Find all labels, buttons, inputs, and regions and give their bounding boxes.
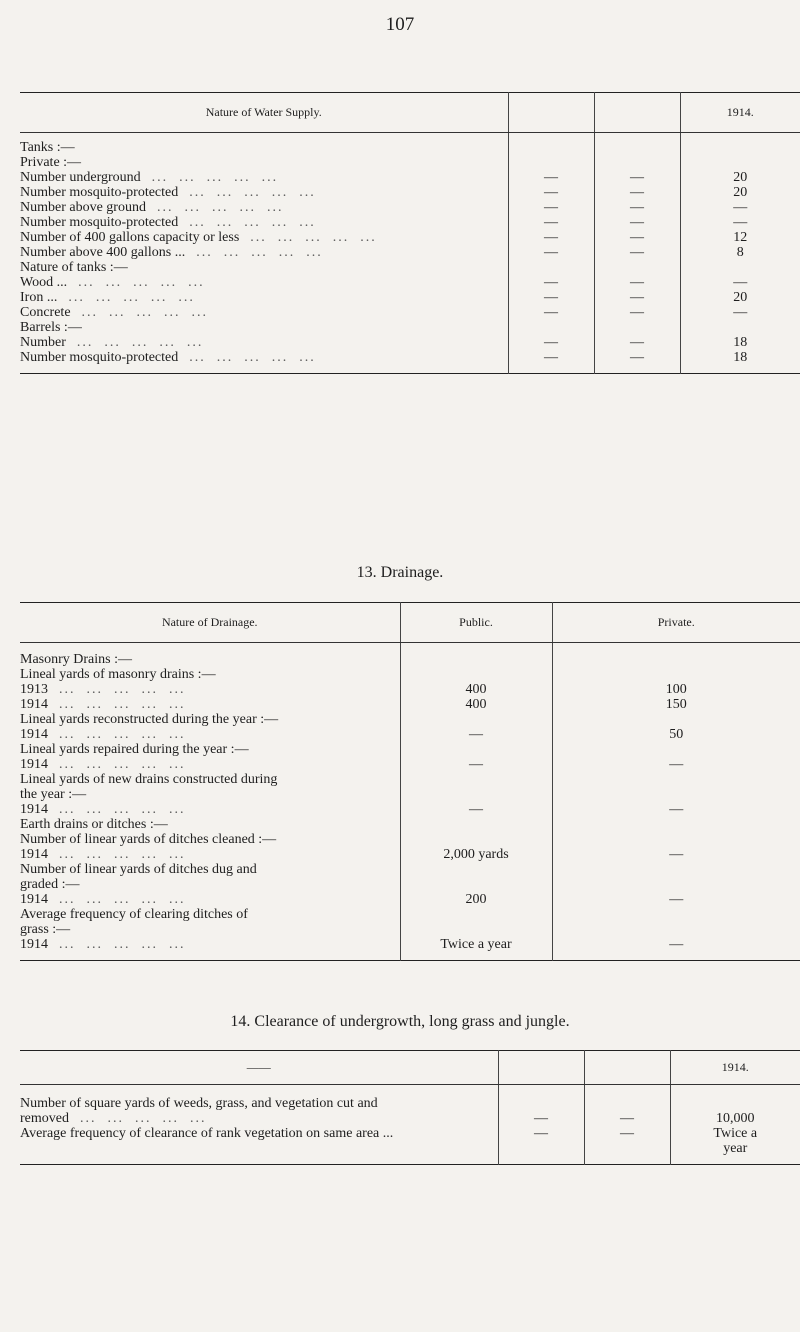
row-label-text: the year :— <box>20 787 87 802</box>
table-row <box>20 698 800 713</box>
value-cell-pri <box>552 923 800 938</box>
leader-dots: ... ... ... ... ... <box>48 802 186 817</box>
spacer-row <box>20 643 800 653</box>
water-supply-header: Nature of Water Supply. <box>20 93 508 133</box>
value-cell-v1: — <box>508 306 594 321</box>
value-cell-v3: — <box>680 201 800 216</box>
value-cell-v3: 18 <box>680 336 800 351</box>
row-label-text: Nature of tanks :— <box>20 260 128 275</box>
table-row <box>20 261 800 276</box>
drainage-header-nature: Nature of Drainage. <box>20 603 400 643</box>
table-row <box>20 276 800 291</box>
row-label-text: grass :— <box>20 922 71 937</box>
drainage-title: 13. Drainage. <box>356 564 444 581</box>
value-cell-pub <box>400 773 552 788</box>
row-label <box>20 758 400 773</box>
table-row <box>20 908 800 923</box>
value-cell-v2 <box>584 1142 670 1157</box>
leader-dots: ... ... ... ... ... <box>178 185 316 200</box>
table-row <box>20 683 800 698</box>
value-cell-pub: 400 <box>400 683 552 698</box>
row-label <box>20 216 508 231</box>
water-col-blank-2 <box>594 93 680 133</box>
row-label-text: Lineal yards reconstructed during the year :— <box>20 712 279 727</box>
value-cell-v2: — <box>594 246 680 261</box>
table-row <box>20 773 800 788</box>
value-cell-v3 <box>670 1097 800 1112</box>
drainage-table <box>20 602 800 961</box>
table-row <box>20 758 800 773</box>
row-label <box>20 848 400 863</box>
leader-dots: ... ... ... ... ... <box>185 245 323 260</box>
row-label-text: Number of linear yards of ditches dug and <box>20 862 257 877</box>
row-label <box>20 923 400 938</box>
value-cell-v3 <box>680 261 800 276</box>
table-row <box>20 171 800 186</box>
row-label <box>20 306 508 321</box>
row-label <box>20 1127 498 1142</box>
value-cell-v3: 20 <box>680 171 800 186</box>
value-cell-v1: — <box>508 216 594 231</box>
value-cell-v3: 18 <box>680 351 800 366</box>
row-label <box>20 698 400 713</box>
clearance-title: 14. Clearance of undergrowth, long grass and jungle. <box>230 1013 570 1030</box>
row-label <box>20 321 508 336</box>
value-cell-pri: — <box>552 938 800 953</box>
value-cell-pri <box>552 743 800 758</box>
value-cell-pri: — <box>552 893 800 908</box>
value-cell-v2 <box>594 261 680 276</box>
leader-dots: ... ... ... ... ... <box>48 757 186 772</box>
table-row <box>20 833 800 848</box>
table-row <box>20 788 800 803</box>
value-cell-pri <box>552 908 800 923</box>
row-label <box>20 1142 498 1157</box>
row-label-text: Number mosquito-protected <box>20 215 179 230</box>
row-label <box>20 818 400 833</box>
value-cell-pri: 150 <box>552 698 800 713</box>
value-cell-v1: — <box>508 231 594 246</box>
table-row <box>20 878 800 893</box>
value-cell-v3 <box>680 156 800 171</box>
row-label-text: Lineal yards repaired during the year :— <box>20 742 249 757</box>
value-cell-v1: — <box>508 351 594 366</box>
value-cell-v3: 8 <box>680 246 800 261</box>
value-cell-v1 <box>508 261 594 276</box>
spacer-row <box>20 1085 800 1097</box>
row-label <box>20 201 508 216</box>
row-label <box>20 713 400 728</box>
row-label <box>20 743 400 758</box>
value-cell-v1: — <box>508 246 594 261</box>
leader-dots: ... ... ... ... ... <box>178 350 316 365</box>
table-row <box>20 848 800 863</box>
value-cell-pri: 100 <box>552 683 800 698</box>
value-cell-pub: — <box>400 803 552 818</box>
table-row <box>20 201 800 216</box>
value-cell-v3 <box>680 141 800 156</box>
spacer-row <box>20 366 800 374</box>
value-cell-v1 <box>498 1097 584 1112</box>
row-label-text: Number of 400 gallons capacity or less <box>20 230 240 245</box>
water-supply-table <box>20 92 800 374</box>
row-label <box>20 668 400 683</box>
row-label <box>20 908 400 923</box>
row-label <box>20 156 508 171</box>
row-label-text: Average frequency of clearance of rank vegetation on same area ... <box>20 1126 394 1141</box>
leader-dots: ... ... ... ... ... <box>140 170 279 185</box>
value-cell-pri <box>552 653 800 668</box>
row-label-text: 1914 <box>20 892 48 907</box>
leader-dots: ... ... ... ... ... <box>178 215 316 230</box>
table-row <box>20 803 800 818</box>
row-label-text: Number of linear yards of ditches cleaned :— <box>20 832 277 847</box>
value-cell-v2: — <box>594 216 680 231</box>
drainage-header-private: Private. <box>552 603 800 643</box>
value-cell-pub <box>400 788 552 803</box>
value-cell-v3: 12 <box>680 231 800 246</box>
row-label-text: Iron ... <box>20 290 58 305</box>
row-label-text: Tanks :— <box>20 140 75 155</box>
value-cell-v2: — <box>594 231 680 246</box>
leader-dots: ... ... ... ... ... <box>70 305 209 320</box>
row-label <box>20 1112 498 1127</box>
row-label-text: Masonry Drains :— <box>20 652 132 667</box>
table-row <box>20 336 800 351</box>
leader-dots: ... ... ... ... ... <box>48 727 186 742</box>
row-label-text: graded :— <box>20 877 80 892</box>
value-cell-pri: 50 <box>552 728 800 743</box>
value-cell-v1: — <box>508 171 594 186</box>
table-row <box>20 938 800 953</box>
table-row <box>20 653 800 668</box>
value-cell-pri <box>552 833 800 848</box>
row-label-text: 1914 <box>20 937 48 952</box>
table-row <box>20 141 800 156</box>
row-label <box>20 728 400 743</box>
value-cell-v2: — <box>594 351 680 366</box>
table-row <box>20 893 800 908</box>
value-cell-pri: — <box>552 758 800 773</box>
row-label-text: Wood ... <box>20 275 68 290</box>
value-cell-pub <box>400 818 552 833</box>
table-row <box>20 863 800 878</box>
value-cell-pri <box>552 878 800 893</box>
leader-dots: ... ... ... ... ... <box>239 230 377 245</box>
leader-dots: ... ... ... ... ... <box>48 937 186 952</box>
table-row <box>20 321 800 336</box>
clearance-col-blank-1 <box>498 1051 584 1085</box>
leader-dots: ... ... ... ... ... <box>67 275 205 290</box>
value-cell-pub <box>400 833 552 848</box>
table-row <box>20 818 800 833</box>
page-number: 107 <box>385 14 415 35</box>
leader-dots: ... ... ... ... ... <box>48 697 186 712</box>
leader-dots: ... ... ... ... ... <box>48 892 186 907</box>
row-label-text: Concrete <box>20 305 71 320</box>
row-label-text: Number above 400 gallons ... <box>20 245 186 260</box>
value-cell-pri <box>552 818 800 833</box>
value-cell-pub <box>400 863 552 878</box>
table-row <box>20 1142 800 1157</box>
table-row <box>20 231 800 246</box>
row-label <box>20 773 400 788</box>
row-label <box>20 833 400 848</box>
value-cell-v2: — <box>594 276 680 291</box>
leader-dots: ... ... ... ... ... <box>48 847 186 862</box>
row-label-text: Number above ground <box>20 200 146 215</box>
value-cell-v3: — <box>680 306 800 321</box>
value-cell-pri <box>552 773 800 788</box>
table-row <box>20 186 800 201</box>
value-cell-v3: 20 <box>680 186 800 201</box>
row-label <box>20 683 400 698</box>
row-label <box>20 171 508 186</box>
value-cell-v1 <box>508 156 594 171</box>
value-cell-v3: Twice a <box>670 1127 800 1142</box>
value-cell-pub: — <box>400 728 552 743</box>
value-cell-v2: — <box>594 306 680 321</box>
value-cell-v3 <box>680 321 800 336</box>
value-cell-pub <box>400 923 552 938</box>
leader-dots: ... ... ... ... ... <box>65 335 204 350</box>
row-label-text: Lineal yards of new drains constructed during <box>20 772 278 787</box>
water-col-year: 1914. <box>680 93 800 133</box>
value-cell-v3: — <box>680 216 800 231</box>
table-row <box>20 291 800 306</box>
value-cell-v2: — <box>584 1112 670 1127</box>
table-row <box>20 713 800 728</box>
leader-dots: ... ... ... ... ... <box>145 200 284 215</box>
table-row <box>20 351 800 366</box>
row-label-text: Lineal yards of masonry drains :— <box>20 667 216 682</box>
value-cell-pri <box>552 788 800 803</box>
row-label <box>20 246 508 261</box>
leader-dots: ... ... ... ... ... <box>48 682 186 697</box>
value-cell-v2: — <box>594 201 680 216</box>
row-label-text: 1914 <box>20 697 48 712</box>
row-label <box>20 863 400 878</box>
row-label <box>20 336 508 351</box>
drainage-header-public: Public. <box>400 603 552 643</box>
row-label-text: Barrels :— <box>20 320 82 335</box>
row-label <box>20 276 508 291</box>
value-cell-v1 <box>508 321 594 336</box>
spacer-row <box>20 133 800 141</box>
value-cell-v2: — <box>594 336 680 351</box>
value-cell-pub: 200 <box>400 893 552 908</box>
value-cell-pub <box>400 668 552 683</box>
spacer-row <box>20 953 800 961</box>
value-cell-pri <box>552 713 800 728</box>
spacer-row <box>20 1157 800 1165</box>
row-label <box>20 893 400 908</box>
table-row <box>20 1097 800 1112</box>
table-row <box>20 743 800 758</box>
row-label <box>20 351 508 366</box>
value-cell-pri <box>552 863 800 878</box>
value-cell-v3: 10,000 <box>670 1112 800 1127</box>
row-label <box>20 186 508 201</box>
row-label-text: 1914 <box>20 847 48 862</box>
row-label <box>20 803 400 818</box>
row-label-text: Private :— <box>20 155 82 170</box>
value-cell-pub: — <box>400 758 552 773</box>
row-label <box>20 261 508 276</box>
row-label-text: 1914 <box>20 757 48 772</box>
row-label <box>20 788 400 803</box>
row-label-text: Number mosquito-protected <box>20 185 179 200</box>
value-cell-v1: — <box>508 186 594 201</box>
row-label-text: Number underground <box>20 170 141 185</box>
value-cell-v1: — <box>508 336 594 351</box>
row-label <box>20 291 508 306</box>
leader-dots: ... ... ... ... ... <box>68 1111 207 1126</box>
value-cell-v1 <box>498 1142 584 1157</box>
row-label-text: 1914 <box>20 727 48 742</box>
table-row <box>20 668 800 683</box>
value-cell-v2: — <box>594 186 680 201</box>
value-cell-v2 <box>594 321 680 336</box>
row-label <box>20 878 400 893</box>
value-cell-pub <box>400 653 552 668</box>
table-row <box>20 156 800 171</box>
table-row <box>20 306 800 321</box>
row-label-text: 1913 <box>20 682 48 697</box>
clearance-col-blank-2 <box>584 1051 670 1085</box>
value-cell-pub <box>400 743 552 758</box>
value-cell-pub <box>400 878 552 893</box>
row-label-text: Earth drains or ditches :— <box>20 817 168 832</box>
row-label-text: 1914 <box>20 802 48 817</box>
row-label-text: Number of square yards of weeds, grass, and vegetation cut and <box>20 1096 378 1111</box>
value-cell-v2 <box>584 1097 670 1112</box>
value-cell-v2: — <box>584 1127 670 1142</box>
value-cell-v3: — <box>680 276 800 291</box>
clearance-header-nature: —— <box>20 1051 498 1085</box>
row-label-text: Average frequency of clearing ditches of <box>20 907 248 922</box>
value-cell-pub <box>400 713 552 728</box>
value-cell-pri <box>552 668 800 683</box>
row-label <box>20 231 508 246</box>
table-row <box>20 246 800 261</box>
clearance-col-year: 1914. <box>670 1051 800 1085</box>
water-col-blank-1 <box>508 93 594 133</box>
row-label-text: Number mosquito-protected <box>20 350 179 365</box>
value-cell-pub <box>400 908 552 923</box>
table-row <box>20 923 800 938</box>
value-cell-v1: — <box>508 201 594 216</box>
value-cell-v2 <box>594 156 680 171</box>
value-cell-v1: — <box>508 291 594 306</box>
clearance-table <box>20 1050 800 1165</box>
value-cell-pri: — <box>552 803 800 818</box>
value-cell-v1: — <box>498 1127 584 1142</box>
value-cell-v2: — <box>594 171 680 186</box>
table-row <box>20 1112 800 1127</box>
row-label <box>20 141 508 156</box>
row-label-text: removed <box>20 1111 69 1126</box>
value-cell-v3: year <box>670 1142 800 1157</box>
row-label <box>20 1097 498 1112</box>
leader-dots: ... ... ... ... ... <box>57 290 195 305</box>
value-cell-v1 <box>508 141 594 156</box>
value-cell-v3: 20 <box>680 291 800 306</box>
value-cell-pub: 2,000 yards <box>400 848 552 863</box>
value-cell-pub: Twice a year <box>400 938 552 953</box>
value-cell-v1: — <box>508 276 594 291</box>
table-row <box>20 728 800 743</box>
row-label <box>20 653 400 668</box>
value-cell-pub: 400 <box>400 698 552 713</box>
table-row <box>20 1127 800 1142</box>
value-cell-v1: — <box>498 1112 584 1127</box>
row-label <box>20 938 400 953</box>
row-label-text: Number <box>20 335 66 350</box>
value-cell-v2: — <box>594 291 680 306</box>
value-cell-pri: — <box>552 848 800 863</box>
value-cell-v2 <box>594 141 680 156</box>
table-row <box>20 216 800 231</box>
